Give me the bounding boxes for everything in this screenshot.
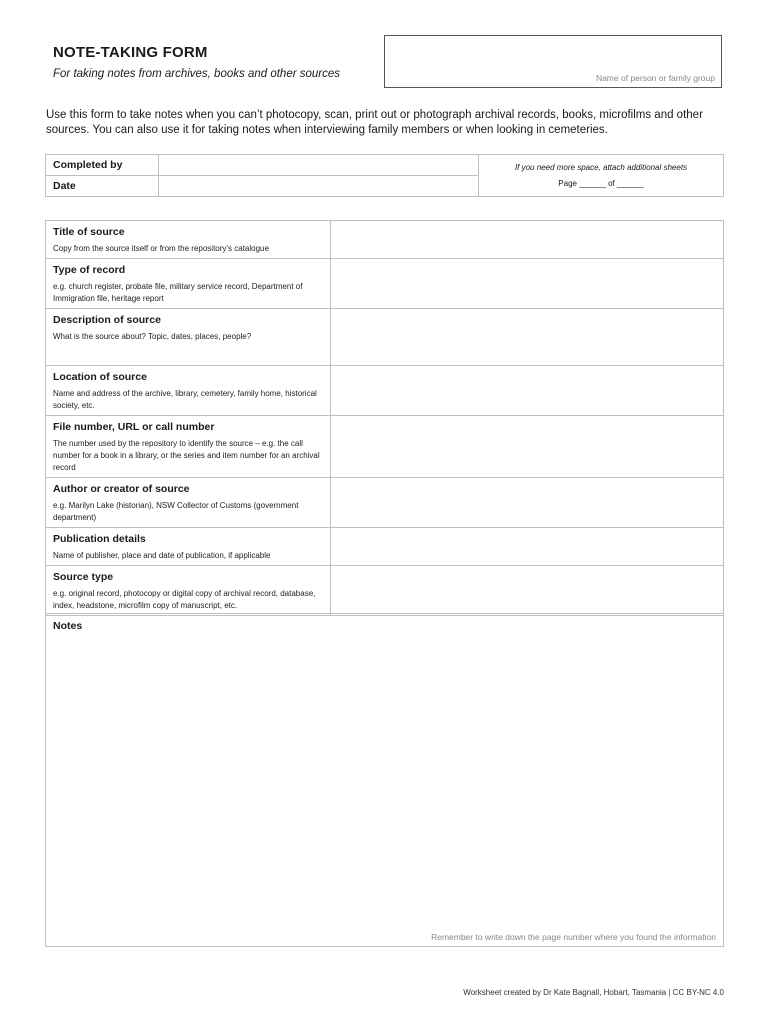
completed-by-field[interactable] <box>159 155 479 176</box>
type-of-record-field[interactable] <box>330 259 723 309</box>
description-of-source-field[interactable] <box>330 309 723 366</box>
publication-details-field[interactable] <box>330 528 723 566</box>
field-description: Name and address of the archive, library, cemetery, family home, historical society, etc. <box>53 389 317 410</box>
notes-title: Notes <box>53 620 83 632</box>
field-row <box>46 366 724 416</box>
date-label: Date <box>46 176 159 197</box>
field-description: Copy from the source itself or from the repository’s catalogue <box>53 244 269 253</box>
field-row <box>46 416 724 478</box>
field-title: Description of source <box>53 314 161 326</box>
field-description: e.g. church register, probate file, military service record, Department of Immigration file, heritage report <box>53 282 303 303</box>
date-field[interactable] <box>159 176 479 197</box>
meta-table <box>45 154 724 197</box>
field-title: Publication details <box>53 533 146 545</box>
field-description: Name of publisher, place and date of publication, if applicable <box>53 551 271 560</box>
field-description: The number used by the repository to identify the source – e.g. the call number for a book in a library, or the series and item number for an archival record <box>53 439 320 472</box>
title-of-source-field[interactable] <box>330 221 723 259</box>
field-title: File number, URL or call number <box>53 421 215 433</box>
field-title: Author or creator of source <box>53 483 190 495</box>
field-row <box>46 566 724 616</box>
field-label-cell <box>46 416 331 478</box>
field-label-cell <box>46 259 331 309</box>
name-field-label: Name of person or family group <box>595 73 715 83</box>
notes-field[interactable] <box>46 638 723 918</box>
field-row <box>46 478 724 528</box>
footer-credit: Worksheet created by Dr Kate Bagnall, Hobart, Tasmania | CC BY-NC 4.0 <box>463 988 724 997</box>
page-subtitle: For taking notes from archives, books and other sources <box>53 68 341 80</box>
field-title: Source type <box>53 571 114 583</box>
space-note: If you need more space, attach additional sheets <box>514 162 688 172</box>
field-row <box>46 528 724 566</box>
field-description: What is the source about? Topic, dates, places, people? <box>53 332 252 341</box>
file-number-field[interactable] <box>330 416 723 478</box>
source-table <box>45 220 724 616</box>
notes-section <box>45 613 724 947</box>
source-type-field[interactable] <box>330 566 723 616</box>
field-title: Type of record <box>53 264 126 276</box>
intro-text: Use this form to take notes when you can’t photocopy, scan, print out or photograph archival records, books, microfilms and other sources. You can also use it for taking notes when interviewing family members or when looking in cemeteries. <box>46 109 703 136</box>
notes-hint: Remember to write down the page number where you found the information <box>431 932 716 942</box>
field-description: e.g. Marilyn Lake (historian), NSW Collector of Customs (government department) <box>53 501 299 522</box>
field-row <box>46 259 724 309</box>
page-title: NOTE-TAKING FORM <box>53 44 208 61</box>
location-of-source-field[interactable] <box>330 366 723 416</box>
field-row <box>46 221 724 259</box>
field-label-cell <box>46 366 331 416</box>
field-label-cell <box>46 221 331 259</box>
author-creator-field[interactable] <box>330 478 723 528</box>
page-info-cell <box>479 155 724 197</box>
field-label-cell <box>46 528 331 566</box>
field-description: e.g. original record, photocopy or digital copy of archival record, database, index, headstone, microfilm copy of manuscript, etc. <box>53 589 316 610</box>
field-label-cell <box>46 566 331 616</box>
name-field[interactable] <box>384 35 722 88</box>
field-label-cell <box>46 309 331 366</box>
field-title: Location of source <box>53 371 147 383</box>
page-count-text[interactable]: Page ______ of ______ <box>558 178 644 188</box>
completed-by-label: Completed by <box>46 155 159 176</box>
field-row <box>46 309 724 366</box>
field-title: Title of source <box>53 226 125 238</box>
field-label-cell <box>46 478 331 528</box>
